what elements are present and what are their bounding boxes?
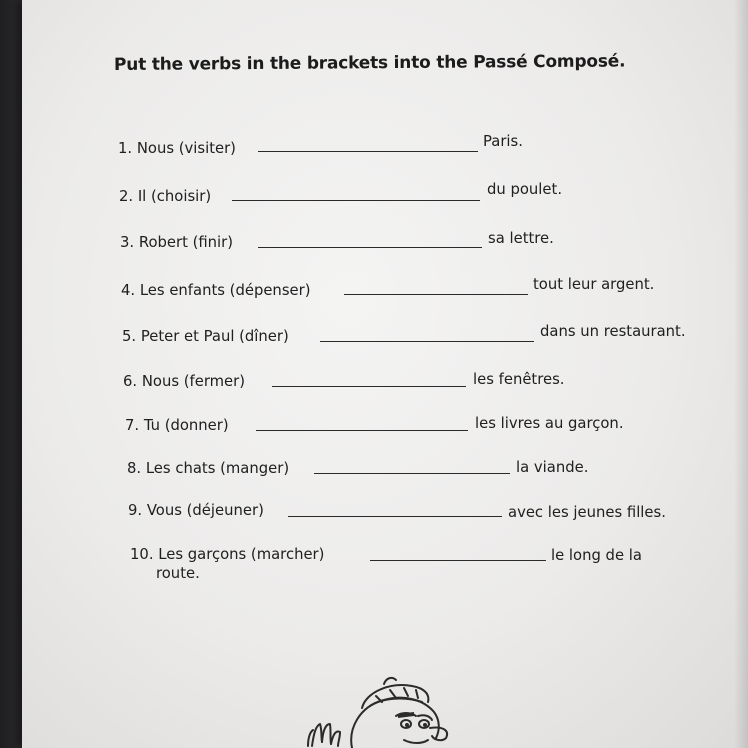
exercise-ending-9: avec les jeunes filles. [508, 504, 666, 521]
answer-blank-1[interactable] [258, 151, 478, 152]
exercise-ending-7: les livres au garçon. [475, 415, 624, 432]
exercise-ending-8: la viande. [516, 459, 589, 476]
cartoon-character-icon [300, 672, 460, 748]
exercise-prompt-9: 9. Vous (déjeuner) [128, 502, 264, 519]
exercise-ending-1: Paris. [483, 133, 523, 150]
exercise-prompt-3: 3. Robert (finir) [120, 234, 234, 251]
exercise-continuation-10: route. [156, 565, 200, 582]
exercise-prompt-1: 1. Nous (visiter) [118, 140, 236, 157]
exercise-prompt-6: 6. Nous (fermer) [123, 373, 246, 390]
exercise-prompt-2: 2. Il (choisir) [119, 188, 212, 205]
exercise-prompt-4: 4. Les enfants (dépenser) [121, 282, 311, 299]
exercise-prompt-5: 5. Peter et Paul (dîner) [122, 328, 289, 345]
exercise-ending-5: dans un restaurant. [540, 323, 686, 340]
exercise-prompt-7: 7. Tu (donner) [125, 417, 229, 434]
answer-blank-7[interactable] [256, 430, 468, 431]
answer-blank-6[interactable] [272, 386, 466, 387]
answer-blank-4[interactable] [344, 294, 528, 295]
exercise-ending-4: tout leur argent. [533, 276, 655, 293]
answer-blank-10[interactable] [370, 560, 546, 561]
exercise-prompt-10: 10. Les garçons (marcher) [130, 546, 325, 563]
answer-blank-8[interactable] [314, 473, 510, 474]
worksheet-title: Put the verbs in the brackets into the Passé Composé. [113, 51, 626, 75]
exercise-ending-6: les fenêtres. [473, 371, 565, 388]
exercise-ending-10: le long de la [551, 547, 642, 564]
exercise-ending-2: du poulet. [487, 181, 563, 198]
paper-edge [734, 0, 748, 748]
answer-blank-9[interactable] [288, 516, 502, 517]
answer-blank-2[interactable] [232, 200, 480, 201]
answer-blank-5[interactable] [320, 341, 534, 342]
exercise-prompt-8: 8. Les chats (manger) [127, 460, 290, 477]
exercise-ending-3: sa lettre. [488, 230, 554, 247]
answer-blank-3[interactable] [258, 247, 482, 248]
